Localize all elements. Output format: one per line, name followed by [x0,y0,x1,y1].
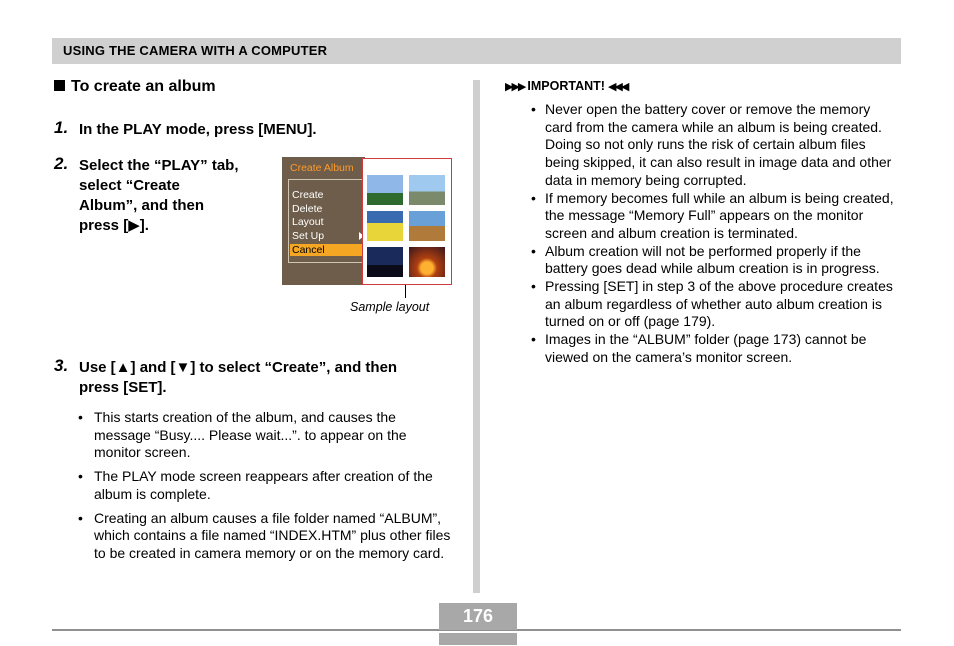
menu-title: Create Album [290,162,354,174]
thumbnail-image [409,247,445,277]
step-1-number: 1. [54,118,69,137]
step-3-line: Use [▲] and [▼] to select “Create”, and then [79,359,398,376]
important-right-icon: ◀◀◀ [607,80,628,93]
important-label: IMPORTANT! [527,79,605,93]
list-item: • Pressing [SET] in step 3 of the above procedure creates an album regardless of whether auto album creation is turned on or off (page 179). [531,278,901,331]
thumbnail-image [367,175,403,205]
menu-item-cancel: Cancel [290,244,364,256]
menu-item-layout: Layout [292,216,324,228]
thumbnail-grid [367,175,445,277]
list-item-text: Never open the battery cover or remove the memory card from the camera while an album is being created. Doing so not only runs the risk of certain album files being skipped, it can also result in image data and other data in memory being corrupted. [545,101,892,188]
header-title: USING THE CAMERA WITH A COMPUTER [63,43,328,58]
important-left-icon: ▶▶▶ [505,80,525,93]
step-1-text: In the PLAY mode, press [MENU]. [79,121,317,138]
section-title-text: To create an album [71,78,216,95]
menu-item-setup [292,230,362,242]
list-item-text: If memory becomes full while an album is being created, the message “Memory Full” appears on the monitor screen and album creation is terminated. [545,189,894,241]
step-2-text [79,156,239,236]
important-bullets [531,101,901,367]
page-number: 176 [462,606,494,626]
list-item-text: The PLAY mode screen reappears after creation of the album is complete. [94,468,433,502]
section-title [54,78,216,96]
menu-box [288,179,366,263]
menu-item-setup-label: Set Up [292,230,325,242]
page-number-box [439,603,517,645]
step-2-line: Album”, and then [79,197,204,214]
thumbnail-image [367,211,403,241]
list-item: • Creating an album causes a file folder named “ALBUM”, which contains a file named “INDEX.HTM” plus other files to be created in camera memory or on the memory card. [78,510,456,563]
figure-caption: Sample layout [350,300,430,314]
list-item-text: This starts creation of the album, and causes the message “Busy.... Please wait...”. to appear on the monitor screen. [94,409,407,461]
list-item: • Never open the battery cover or remove the memory card from the camera while an album is being created. Doing so not only runs the risk of certain album files being skipped, it can also result in image data and other data in memory being corrupted. [531,101,901,190]
important-heading [502,79,630,93]
step-3-text [79,358,397,398]
square-bullet-icon [54,80,65,91]
list-item: • Images in the “ALBUM” folder (page 173) cannot be viewed on the camera’s monitor screen. [531,331,901,366]
list-item: • If memory becomes full while an album is being created, the message “Memory Full” appears on the monitor screen and album creation is terminated. [531,190,901,243]
column-divider [473,80,480,593]
menu-panel [282,157,365,285]
list-item-text: Creating an album causes a file folder named “ALBUM”, which contains a file named “INDEX.HTM” plus other files to be created in camera memory or on the memory card. [94,509,451,561]
list-item-text: Images in the “ALBUM” folder (page 173) cannot be viewed on the camera’s monitor screen. [545,331,867,365]
step-3-line: press [SET]. [79,379,167,396]
caption-leader-line [405,285,406,298]
step-2-line: select “Create [79,177,180,194]
step-2-line: press [▶]. [79,217,149,234]
thumbnail-image [367,247,403,277]
step-3-bullets [78,409,456,569]
list-item-text: Pressing [SET] in step 3 of the above procedure creates an album regardless of whether auto album creation is turned on or off (page 179). [545,278,893,330]
list-item: • Album creation will not be performed properly if the battery goes dead while album creation is in progress. [531,243,901,278]
camera-screen-illustration [282,157,452,285]
list-item: • The PLAY mode screen reappears after creation of the album is complete. [78,468,456,503]
menu-item-delete: Delete [292,203,323,215]
album-layout-preview [362,158,452,285]
list-item: • This starts creation of the album, and causes the message “Busy.... Please wait...”. to appear on the monitor screen. [78,409,456,462]
step-3-number: 3. [54,356,69,375]
thumbnail-image [409,175,445,205]
step-2-line: Select the “PLAY” tab, [79,157,239,174]
page-number-tab-bottom [439,633,517,645]
header-bar [52,38,901,64]
menu-item-create: Create [292,189,324,201]
list-item-text: Album creation will not be performed properly if the battery goes dead while album creation is in progress. [545,242,880,277]
step-2-number: 2. [54,154,69,173]
thumbnail-image [409,211,445,241]
